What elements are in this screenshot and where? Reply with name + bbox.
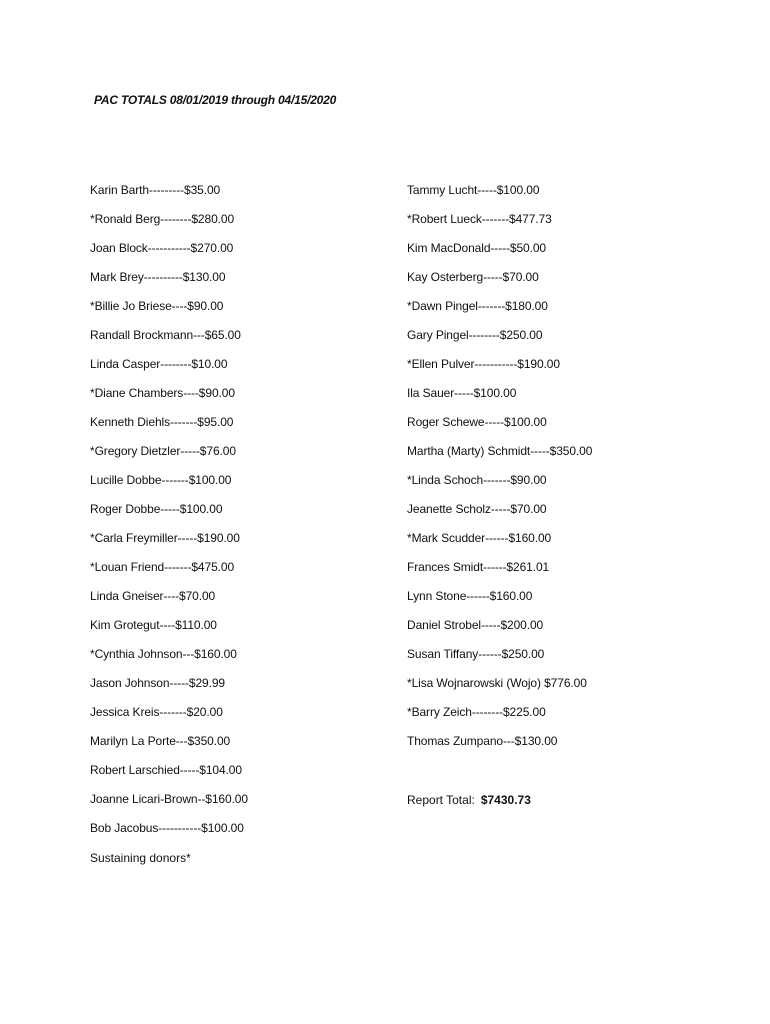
donor-entry: Marilyn La Porte---$350.00	[90, 734, 231, 748]
donor-entry: *Billie Jo Briese----$90.00	[90, 299, 224, 313]
donor-entry: *Dawn Pingel-------$180.00	[407, 299, 548, 313]
donor-entry: Kenneth Diehls-------$95.00	[90, 415, 234, 429]
sustaining-donors-note: Sustaining donors*	[90, 851, 191, 865]
donor-entry: *Linda Schoch-------$90.00	[407, 473, 547, 487]
donor-entry: *Ronald Berg--------$280.00	[90, 212, 235, 226]
donor-entry: *Robert Lueck-------$477.73	[407, 212, 552, 226]
donor-entry: Ila Sauer-----$100.00	[407, 386, 517, 400]
donor-entry: Karin Barth---------$35.00	[90, 183, 221, 197]
donor-entry: *Ellen Pulver-----------$190.00	[407, 357, 560, 371]
donor-entry: Roger Dobbe-----$100.00	[90, 502, 223, 516]
donor-entry: Kay Osterberg-----$70.00	[407, 270, 539, 284]
donor-entry: *Carla Freymiller-----$190.00	[90, 531, 240, 545]
donor-entry: Joan Block-----------$270.00	[90, 241, 234, 255]
report-total-label: Report Total:	[407, 793, 475, 807]
donor-entry: *Diane Chambers----$90.00	[90, 386, 235, 400]
donor-entry: Tammy Lucht-----$100.00	[407, 183, 540, 197]
report-total	[407, 790, 531, 810]
donor-list-right	[407, 180, 592, 760]
donor-entry: Mark Brey----------$130.00	[90, 270, 226, 284]
donor-entry: Roger Schewe-----$100.00	[407, 415, 547, 429]
donor-entry: Gary Pingel--------$250.00	[407, 328, 543, 342]
donor-entry: Robert Larschied-----$104.00	[90, 763, 242, 777]
page-title: PAC TOTALS 08/01/2019 through 04/15/2020	[94, 93, 337, 107]
donor-entry: *Gregory Dietzler-----$76.00	[90, 444, 236, 458]
donor-entry: *Barry Zeich--------$225.00	[407, 705, 546, 719]
donor-entry: Jason Johnson-----$29.99	[90, 676, 226, 690]
donor-entry: Kim Grotegut----$110.00	[90, 618, 217, 632]
donor-entry: *Lisa Wojnarowski (Wojo) $776.00	[407, 676, 587, 690]
donor-entry: *Mark Scudder------$160.00	[407, 531, 552, 545]
donor-entry: Susan Tiffany------$250.00	[407, 647, 545, 661]
report-total-amount: $7430.73	[480, 793, 531, 807]
donor-entry: Bob Jacobus-----------$100.00	[90, 821, 244, 835]
donor-entry: Kim MacDonald-----$50.00	[407, 241, 546, 255]
donor-entry: Daniel Strobel-----$200.00	[407, 618, 544, 632]
donor-entry: Jessica Kreis-------$20.00	[90, 705, 223, 719]
donor-entry: Frances Smidt------$261.01	[407, 560, 550, 574]
donor-entry: Lynn Stone------$160.00	[407, 589, 533, 603]
donor-entry: Linda Casper--------$10.00	[90, 357, 228, 371]
donor-entry: Martha (Marty) Schmidt-----$350.00	[407, 444, 593, 458]
donor-entry: Lucille Dobbe-------$100.00	[90, 473, 232, 487]
donor-entry: *Cynthia Johnson---$160.00	[90, 647, 237, 661]
donor-entry: Randall Brockmann---$65.00	[90, 328, 241, 342]
donor-entry: Jeanette Scholz-----$70.00	[407, 502, 547, 516]
donor-entry: Joanne Licari-Brown--$160.00	[90, 792, 248, 806]
donor-entry: Thomas Zumpano---$130.00	[407, 734, 558, 748]
donor-entry: *Louan Friend-------$475.00	[90, 560, 235, 574]
donor-entry: Linda Gneiser----$70.00	[90, 589, 216, 603]
donor-list-left	[90, 180, 248, 847]
